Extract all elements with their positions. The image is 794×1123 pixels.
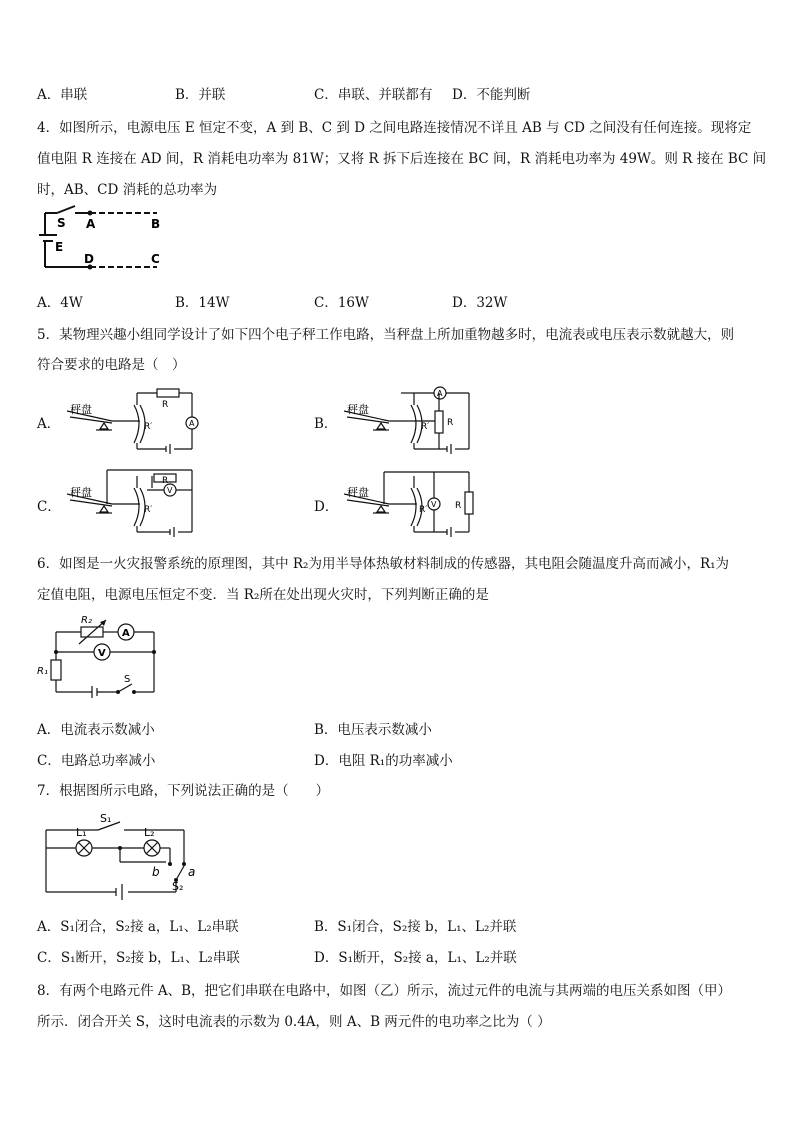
- q7-label-a: a: [188, 865, 196, 879]
- q4-label-s: S: [57, 216, 66, 230]
- q7-text-line1: 7．根据图所示电路，下列说法正确的是（ ）: [37, 783, 330, 799]
- q8-text-line1: 8．有两个电路元件 A、B，把它们串联在电路中，如图（乙）所示，流过元件的电流与其两端的电压关系如图（甲）: [37, 983, 732, 999]
- q6-label-r1: R₁: [37, 666, 48, 677]
- q4-text-line3: 时，AB、CD 消耗的总功率为: [37, 182, 218, 198]
- q6-option-c: C．电路总功率减小: [37, 753, 156, 769]
- q3-option-a: A．串联: [37, 87, 88, 103]
- q5c-r-label: R: [162, 476, 169, 486]
- q3-option-c: C．串联、并联都有: [314, 87, 433, 103]
- q6-option-a: A．电流表示数减小: [37, 722, 155, 738]
- q5-option-a: A．: [37, 416, 61, 432]
- q6-text-line2: 定值电阻，电源电压恒定不变．当 R₂所在处出现火灾时，下列判断正确的是: [37, 587, 489, 603]
- q5-text-line2: 符合要求的电路是（ ）: [37, 357, 186, 373]
- q5-text-line1: 5．某物理兴趣小组同学设计了如下四个电子秤工作电路，当秤盘上所加重物越多时，电流表或电压表示数就越大，则: [37, 327, 735, 343]
- q5c-voltmeter-label: V: [167, 486, 173, 495]
- q5a-ammeter-label: A: [189, 419, 195, 428]
- q5b-ammeter-label: A: [437, 389, 443, 398]
- q4-option-d: D．32W: [452, 295, 508, 311]
- q5d-voltmeter-label: V: [431, 500, 437, 509]
- q5a-r-label: R: [162, 400, 169, 410]
- q6-switch-label: S: [124, 674, 131, 685]
- q4-option-a: A．4W: [37, 295, 83, 311]
- q5b-pan-label: 秤盘: [347, 403, 369, 416]
- q5c-pan-label: 秤盘: [70, 486, 92, 499]
- q7-label-l1: L₁: [76, 826, 87, 839]
- q7-option-c: C．S₁断开，S₂接 b，L₁、L₂串联: [37, 950, 240, 966]
- q5-option-c: C．: [37, 499, 61, 515]
- q5-figure-c: [62, 466, 212, 538]
- q4-label-d: D: [84, 252, 94, 266]
- q7-label-b: b: [152, 865, 160, 879]
- q6-ammeter-label: A: [122, 628, 130, 639]
- q5b-rp-label: R′: [421, 422, 430, 432]
- q8-text-line2: 所示．闭合开关 S，这时电流表的示数为 0.4A，则 A、B 两元件的电功率之比为（ ）: [37, 1014, 551, 1030]
- q7-label-s1: S₁: [100, 812, 112, 825]
- q5-option-b: B．: [314, 416, 338, 432]
- q4-label-e: E: [55, 240, 64, 254]
- q5d-pan-label: 秤盘: [347, 486, 369, 499]
- q4-label-a: A: [86, 217, 96, 231]
- q7-option-a: A．S₁闭合，S₂接 a，L₁、L₂串联: [37, 919, 239, 935]
- q6-label-r2: R₂: [81, 615, 92, 626]
- q5-figure-b: [339, 383, 489, 455]
- q4-option-c: C．16W: [314, 295, 369, 311]
- q5-figure-d: [339, 466, 489, 538]
- q4-circuit-figure: [35, 203, 170, 275]
- q5c-rp-label: R′: [144, 505, 153, 515]
- q6-option-d: D．电阻 R₁的功率减小: [314, 753, 453, 769]
- q4-text-line1: 4．如图所示，电源电压 E 恒定不变，A 到 B、C 到 D 之间电路连接情况不详且 AB 与 CD 之间没有任何连接。现将定: [37, 120, 752, 136]
- q5d-rp-label: R′: [419, 505, 428, 515]
- q6-text-line1: 6．如图是一火灾报警系统的原理图，其中 R₂为用半导体热敏材料制成的传感器，其电阻会随温度升高而减小，R₁为: [37, 556, 730, 572]
- q5-option-d: D．: [314, 499, 339, 515]
- q4-option-b: B．14W: [175, 295, 230, 311]
- q5a-rp-label: R′: [144, 422, 153, 432]
- q3-option-b: B．并联: [175, 87, 226, 103]
- q5-figure-a: [62, 383, 212, 455]
- q7-circuit-figure: [38, 810, 198, 902]
- q5a-pan-label: 秤盘: [70, 403, 92, 416]
- q7-label-l2: L₂: [144, 826, 155, 839]
- q6-voltmeter-label: V: [98, 648, 106, 659]
- q4-text-line2: 值电阻 R 连接在 AD 间，R 消耗电功率为 81W；又将 R 拆下后连接在 BC 间，R 消耗电功率为 49W。则 R 接在 BC 间: [37, 151, 767, 167]
- q4-label-c: C: [151, 252, 160, 266]
- q6-option-b: B．电压表示数减小: [314, 722, 432, 738]
- q7-option-d: D．S₁断开，S₂接 a，L₁、L₂并联: [314, 950, 517, 966]
- q3-option-d: D．不能判断: [452, 87, 531, 103]
- q7-option-b: B．S₁闭合，S₂接 b，L₁、L₂并联: [314, 919, 517, 935]
- q7-label-s2: S₂: [172, 880, 184, 893]
- q5d-r-label: R: [455, 501, 462, 511]
- q4-label-b: B: [151, 217, 161, 231]
- q6-circuit-figure: [34, 610, 159, 702]
- q5b-r-label: R: [447, 418, 454, 428]
